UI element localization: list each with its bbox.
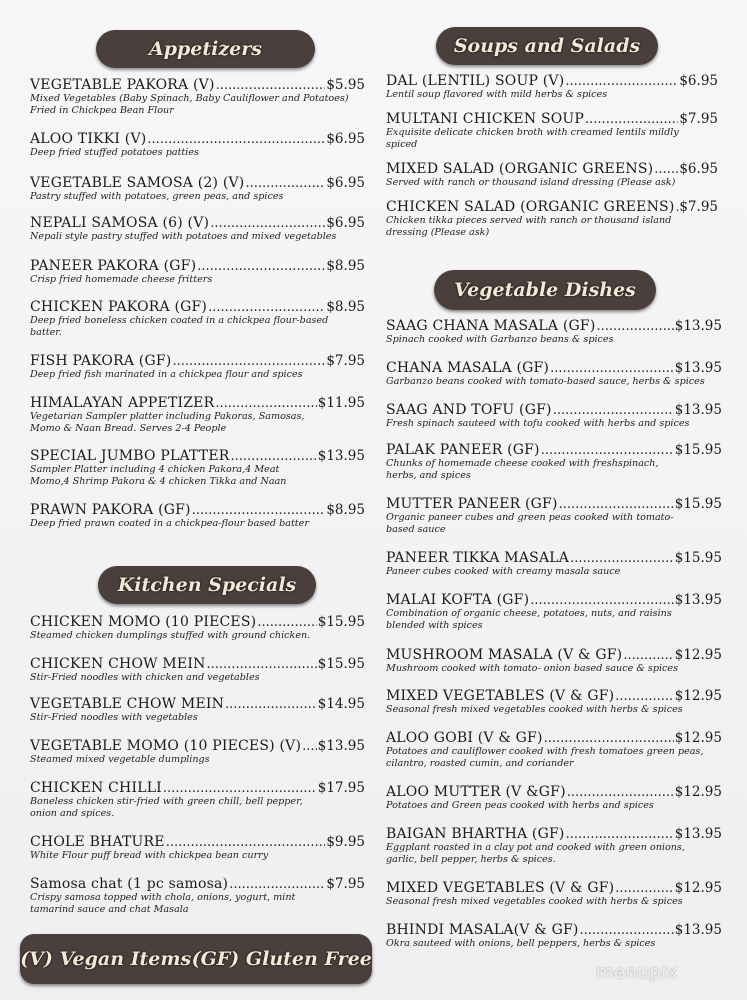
item-price: $15.95 <box>317 656 365 672</box>
item-price: $6.95 <box>326 175 365 191</box>
list-item <box>386 161 718 189</box>
item-name: NEPALI SAMOSA (6) (V) <box>30 215 210 231</box>
list-item <box>30 215 365 243</box>
list-item <box>386 922 722 950</box>
item-price: $6.95 <box>679 161 718 177</box>
item-description: Pastry stuffed with potatoes, green peas, and spices <box>30 191 284 202</box>
item-name: CHICKEN CHILLI <box>30 780 162 796</box>
item-description: Crisp fried homemade cheese fritters <box>30 274 213 285</box>
item-name: MUTTER PANEER (GF) <box>386 496 558 512</box>
item-name: MUSHROOM MASALA (V & GF) <box>386 647 623 663</box>
item-name: CHICKEN PAKORA (GF) <box>30 299 208 315</box>
list-item <box>386 688 722 716</box>
item-name: ALOO GOBI (V & GF) <box>386 730 543 746</box>
item-name: PANEER TIKKA MASALA <box>386 550 570 566</box>
item-price: $12.95 <box>674 784 722 800</box>
item-price: $15.95 <box>674 550 722 566</box>
list-item <box>30 299 365 339</box>
item-description: Chunks of homemade cheese cooked with freshspinach, herbs, and spices <box>386 458 659 481</box>
list-item <box>30 353 365 381</box>
list-item <box>386 442 722 482</box>
item-name: MIXED VEGETABLES (V & GF) <box>386 880 615 896</box>
item-name: CHICKEN MOMO (10 PIECES) <box>30 614 257 630</box>
item-description: Seasonal fresh mixed vegetables cooked with herbs & spices <box>386 704 683 715</box>
item-price: $7.95 <box>679 199 718 215</box>
list-item <box>30 448 365 488</box>
item-price: $15.95 <box>674 496 722 512</box>
item-description: Lentil soup flavored with mild herbs & spices <box>386 89 608 100</box>
vegan-legend: (V) Vegan Items <box>20 948 192 970</box>
item-description: Vegetarian Sampler platter including Pakoras, Samosas, Momo & Naan Bread. Serves 2-4 People <box>30 411 305 434</box>
list-item <box>30 77 365 117</box>
item-description: Stir-Fried noodles with chicken and vegetables <box>30 672 260 683</box>
item-price: $15.95 <box>317 614 365 630</box>
list-item <box>30 395 365 435</box>
item-name: CHANA MASALA (GF) <box>386 360 550 376</box>
item-description: Sampler Platter including 4 chicken Pakora,4 Meat Momo,4 Shrimp Pakora & 4 chicken Tikka and Naan <box>30 464 287 487</box>
item-description: Nepali style pastry stuffed with potatoes and mixed vegetables <box>30 231 337 242</box>
soups-salads-header: Soups and Salads <box>436 27 658 65</box>
list-item <box>386 880 722 908</box>
item-name: PRAWN PAKORA (GF) <box>30 502 191 518</box>
vegetable-dishes-list <box>386 318 722 958</box>
list-item <box>386 496 722 536</box>
list-item <box>386 592 722 632</box>
dietary-legend <box>20 934 372 984</box>
item-name: FISH PAKORA (GF) <box>30 353 172 369</box>
item-price: $7.95 <box>326 876 365 892</box>
item-name: MIXED SALAD (ORGANIC GREENS) <box>386 161 654 177</box>
item-price: $13.95 <box>317 448 365 464</box>
item-price: $12.95 <box>674 730 722 746</box>
list-item <box>386 784 722 812</box>
item-price: $13.95 <box>674 826 722 842</box>
item-name: PALAK PANEER (GF) <box>386 442 540 458</box>
item-price: $8.95 <box>326 258 365 274</box>
appetizers-header: Appetizers <box>96 30 315 68</box>
item-description: Exquisite delicate chicken broth with creamed lentils mildly spiced <box>386 127 679 150</box>
list-item <box>386 647 722 675</box>
item-description: Seasonal fresh mixed vegetables cooked with herbs & spices <box>386 896 683 907</box>
item-description: Deep fried fish marinated in a chickpea flour and spices <box>30 369 303 380</box>
item-description: Combination of organic cheese, potatoes, nuts, and raisins blended with spices <box>386 608 672 631</box>
item-name: MALAI KOFTA (GF) <box>386 592 530 608</box>
list-item <box>30 656 365 684</box>
item-price: $13.95 <box>674 592 722 608</box>
item-name: Samosa chat (1 pc samosa) <box>30 876 229 892</box>
item-description: Deep fried boneless chicken coated in a chickpea flour-based batter. <box>30 315 329 338</box>
item-price: $13.95 <box>674 360 722 376</box>
item-price: $12.95 <box>674 880 722 896</box>
item-description: Fresh spinach sauteed with tofu cooked with herbs and spices <box>386 418 690 429</box>
item-price: $8.95 <box>326 502 365 518</box>
list-item <box>30 131 365 159</box>
list-item <box>30 502 365 530</box>
item-price: $5.95 <box>326 77 365 93</box>
list-item <box>30 780 365 820</box>
list-item <box>30 258 365 286</box>
gluten-free-legend: (GF) Gluten Free <box>191 948 372 970</box>
item-description: Paneer cubes cooked with creamy masala sauce <box>386 566 621 577</box>
item-price: $8.95 <box>326 299 365 315</box>
item-description: Crispy samosa topped with chola, onions, yogurt, mint tamarind sauce and chat Masala <box>30 892 296 915</box>
item-price: $7.95 <box>326 353 365 369</box>
item-description: Potatoes and Green peas cooked with herbs and spices <box>386 800 654 811</box>
item-name: VEGETABLE PAKORA (V) <box>30 77 215 93</box>
item-description: White Flour puff bread with chickpea bean curry <box>30 850 269 861</box>
watermark: menupix <box>596 962 679 983</box>
item-description: Eggplant roasted in a clay pot and cooked with green onions, garlic, bell pepper, herbs & spices. <box>386 842 685 865</box>
item-description: Deep fried stuffed potatoes patties <box>30 147 199 158</box>
list-item <box>386 826 722 866</box>
appetizers-list <box>30 77 365 547</box>
item-price: $13.95 <box>674 402 722 418</box>
item-name: SAAG CHANA MASALA (GF) <box>386 318 596 334</box>
item-description: Organic paneer cubes and green peas cooked with tomato-based sauce <box>386 512 674 535</box>
list-item <box>386 550 722 578</box>
item-price: $12.95 <box>674 688 722 704</box>
list-item <box>386 730 722 770</box>
item-name: SAAG AND TOFU (GF) <box>386 402 552 418</box>
item-price: $7.95 <box>679 111 718 127</box>
vegetable-dishes-header: Vegetable Dishes <box>434 270 656 310</box>
list-item <box>30 834 365 862</box>
item-price: $13.95 <box>317 738 365 754</box>
item-description: Boneless chicken stir-fried with green chill, bell pepper, onion and spices. <box>30 796 303 819</box>
item-name: PANEER PAKORA (GF) <box>30 258 197 274</box>
list-item <box>30 738 365 766</box>
item-name: HIMALAYAN APPETIZER <box>30 395 215 411</box>
list-item <box>386 360 722 388</box>
list-item <box>386 73 718 101</box>
item-name: ALOO MUTTER (V &GF) <box>386 784 566 800</box>
item-name: VEGETABLE SAMOSA (2) (V) <box>30 175 245 191</box>
list-item <box>30 876 365 916</box>
item-name: SPECIAL JUMBO PLATTER <box>30 448 230 464</box>
item-name: BHINDI MASALA(V & GF) <box>386 922 579 938</box>
item-name: DAL (LENTIL) SOUP (V) <box>386 73 565 89</box>
item-name: BAIGAN BHARTHA (GF) <box>386 826 565 842</box>
item-price: $6.95 <box>326 215 365 231</box>
item-name: MIXED VEGETABLES (V & GF) <box>386 688 615 704</box>
item-description: Garbanzo beans cooked with tomato-based sauce, herbs & spices <box>386 376 705 387</box>
item-price: $6.95 <box>326 131 365 147</box>
item-price: $14.95 <box>317 696 365 712</box>
item-name: CHICKEN CHOW MEIN <box>30 656 206 672</box>
list-item <box>30 614 365 642</box>
item-name: VEGETABLE CHOW MEIN <box>30 696 225 712</box>
item-name: CHICKEN SALAD (ORGANIC GREENS) <box>386 199 675 215</box>
list-item <box>386 318 722 346</box>
item-description: Mixed Vegetables (Baby Spinach, Baby Cauliflower and Potatoes) Fried in Chickpea Bean Flour <box>30 93 349 116</box>
list-item <box>386 111 718 151</box>
item-price: $17.95 <box>317 780 365 796</box>
soups-salads-list <box>386 73 718 253</box>
kitchen-specials-list <box>30 614 365 929</box>
list-item <box>386 199 718 239</box>
item-price: $12.95 <box>674 647 722 663</box>
kitchen-specials-header: Kitchen Specials <box>98 566 316 604</box>
list-item <box>386 402 722 430</box>
list-item <box>30 696 365 724</box>
item-description: Served with ranch or thousand island dressing (Please ask) <box>386 177 676 188</box>
item-description: Stir-Fried noodles with vegetables <box>30 712 198 723</box>
item-name: VEGETABLE MOMO (10 PIECES) (V) <box>30 738 302 754</box>
list-item <box>30 175 365 203</box>
item-price: $15.95 <box>674 442 722 458</box>
item-description: Chicken tikka pieces served with ranch or thousand island dressing (Please ask) <box>386 215 672 238</box>
item-name: CHOLE BHATURE <box>30 834 165 850</box>
item-name: ALOO TIKKI (V) <box>30 131 147 147</box>
item-description: Deep fried prawn coated in a chickpea-flour based batter <box>30 518 309 529</box>
item-description: Potatoes and cauliflower cooked with fresh tomatoes green peas, cilantro, roasted cumin, and coriander <box>386 746 704 769</box>
item-price: $11.95 <box>317 395 365 411</box>
item-price: $6.95 <box>679 73 718 89</box>
item-description: Spinach cooked with Garbanzo beans & spices <box>386 334 614 345</box>
item-price: $13.95 <box>674 318 722 334</box>
item-description: Steamed mixed vegetable dumplings <box>30 754 210 765</box>
item-description: Okra sauteed with onions, bell peppers, herbs & spices <box>386 938 656 949</box>
item-description: Mushroom cooked with tomato- onion based sauce & spices <box>386 663 679 674</box>
item-name: MULTANI CHICKEN SOUP <box>386 111 585 127</box>
item-price: $9.95 <box>326 834 365 850</box>
item-description: Steamed chicken dumplings stuffed with ground chicken. <box>30 630 311 641</box>
item-price: $13.95 <box>674 922 722 938</box>
